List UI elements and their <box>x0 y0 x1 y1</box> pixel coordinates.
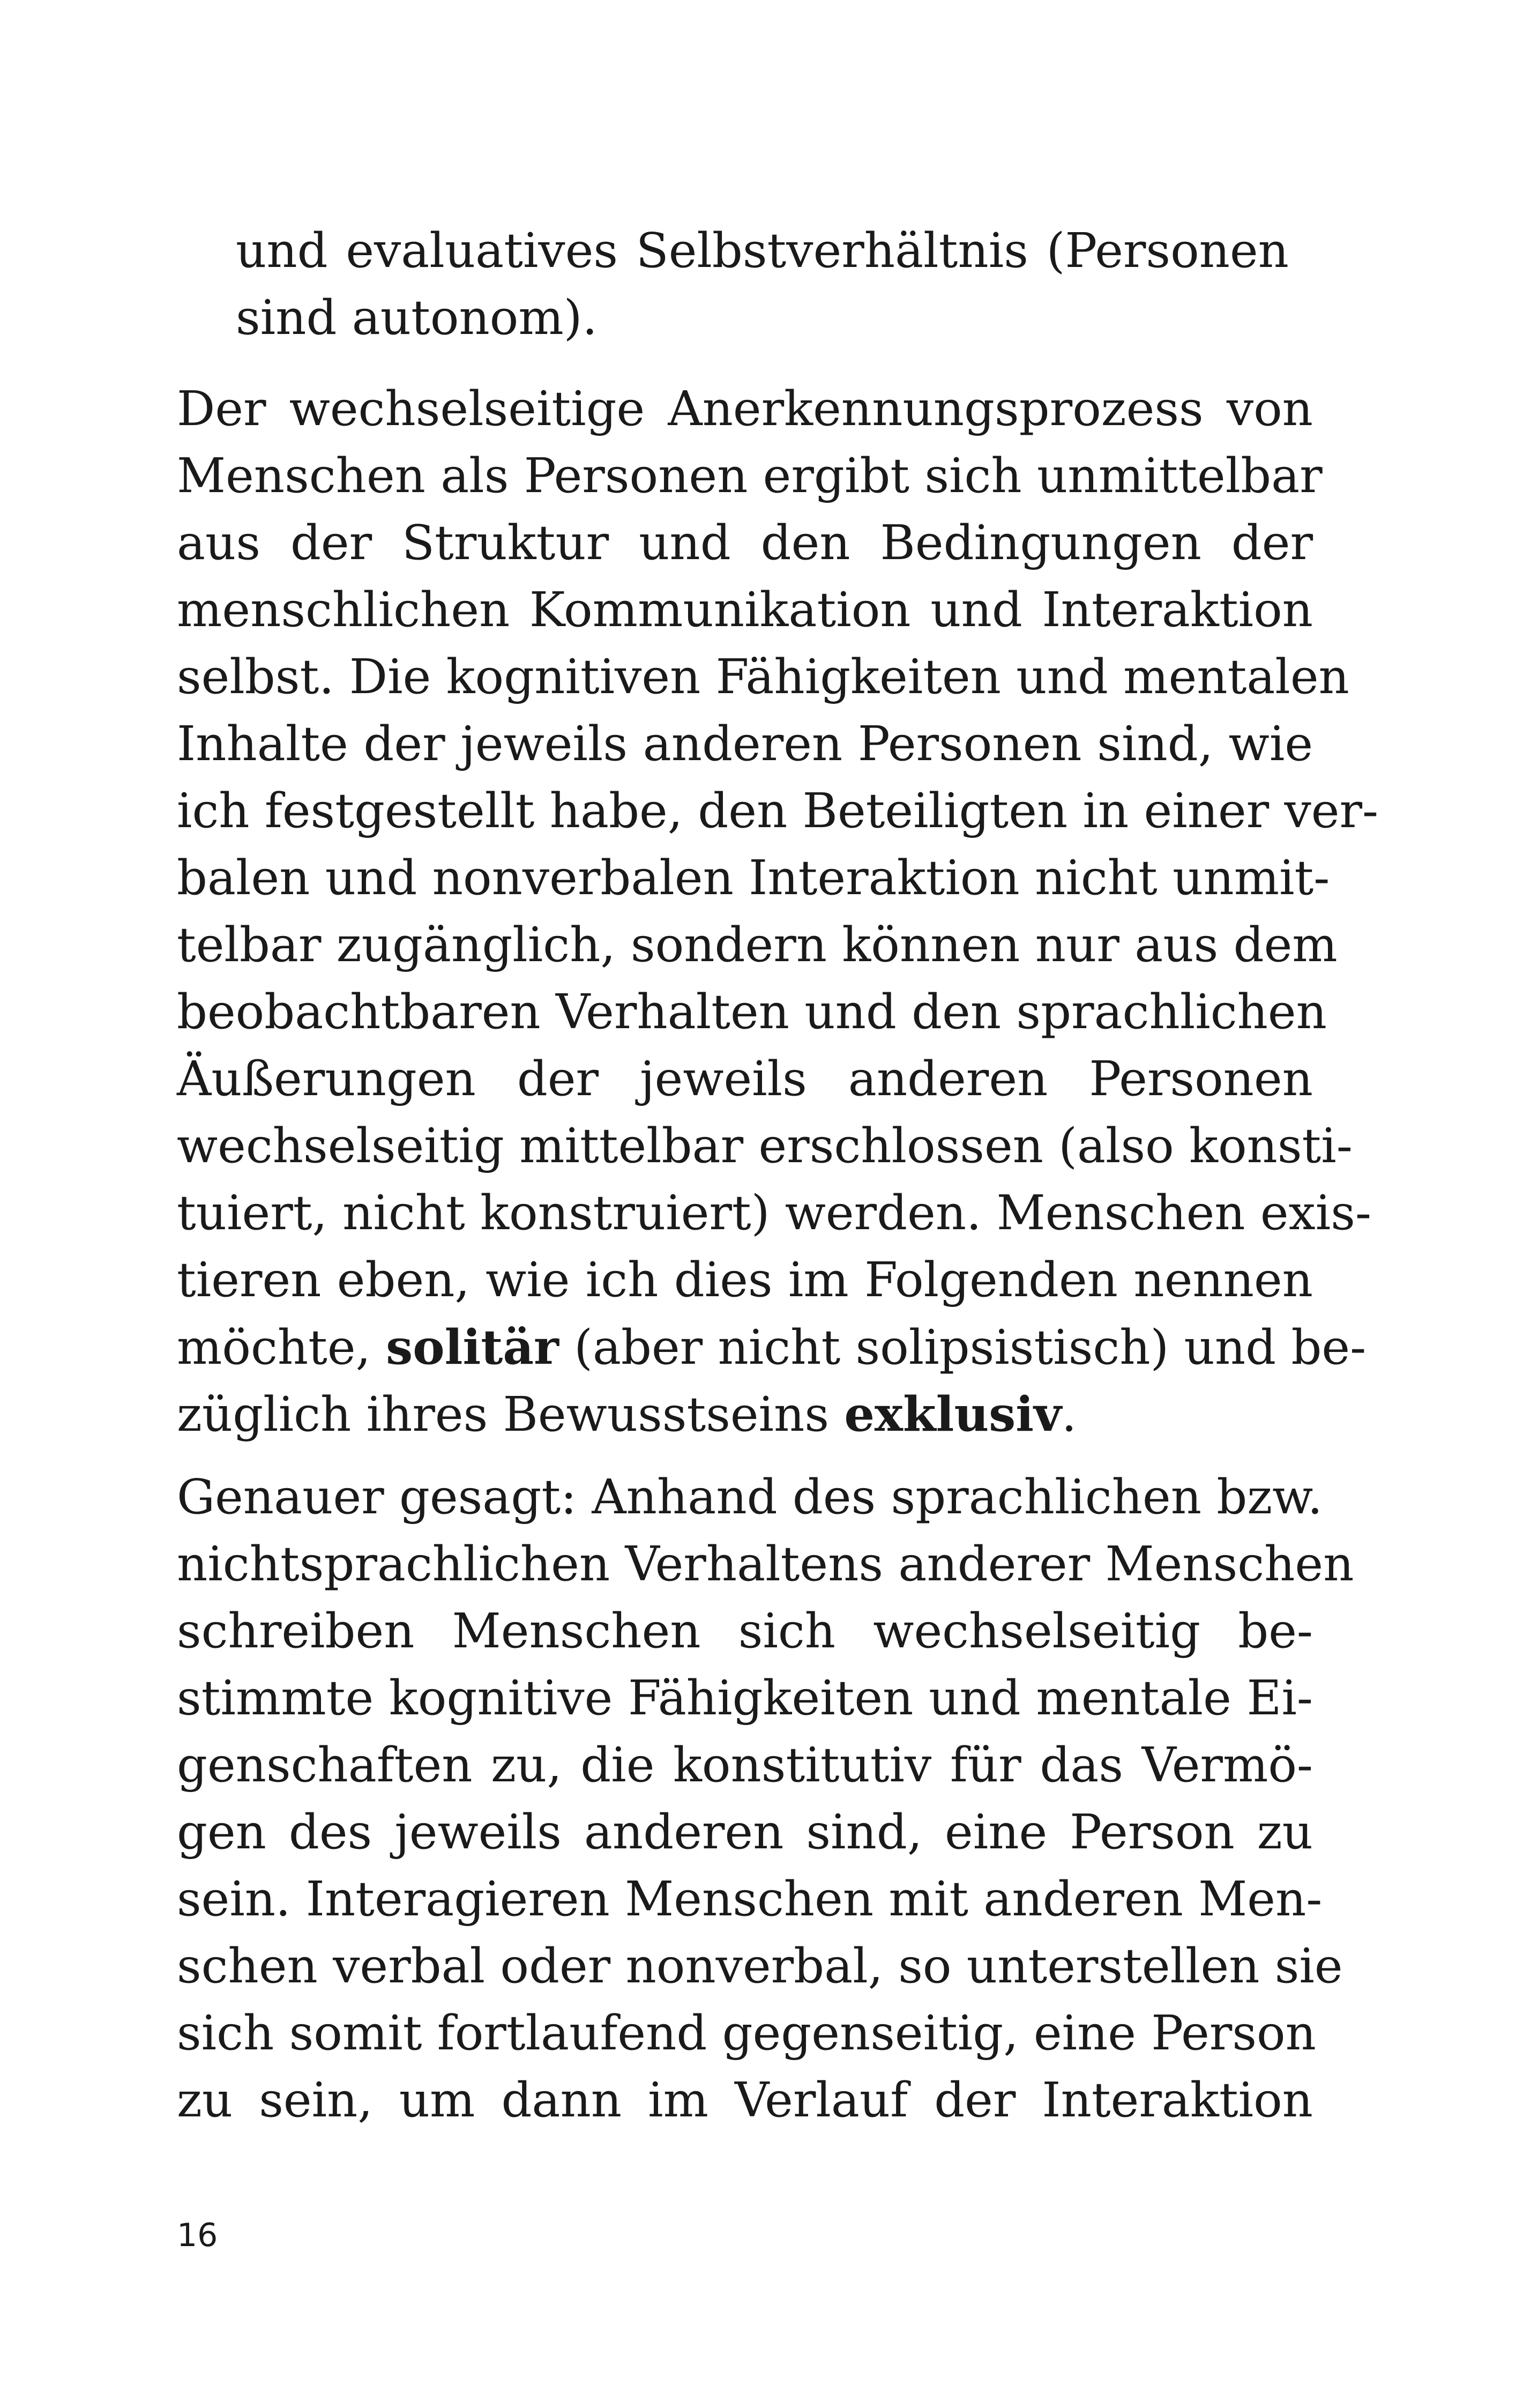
text-line: sich somit fortlaufend gegenseitig, eine Person <box>177 2005 1316 2061</box>
text-line: nichtsprachlichen Verhaltens anderer Menschen <box>177 1536 1354 1592</box>
paragraph-2 <box>177 1463 1354 2134</box>
text-line: beobachtbaren Verhalten und den sprachlichen <box>177 984 1327 1039</box>
text-line: tuiert, nicht konstruiert) werden. Menschen exis- <box>177 1185 1371 1240</box>
text-line: und evaluatives Selbstverhältnis (Personen <box>236 222 1289 278</box>
text-line: Genauer gesagt: Anhand des sprachlichen bzw. <box>177 1469 1323 1525</box>
text-line: genschaften zu, die konstitutiv für das Vermö- <box>177 1737 1313 1793</box>
page-number: 16 <box>177 2217 218 2254</box>
text-fragment: züglich ihres Bewusstseins <box>177 1386 845 1442</box>
text-line: balen und nonverbalen Interaktion nicht unmit- <box>177 850 1330 905</box>
text-line: schreiben Menschen sich wechselseitig be- <box>177 1603 1313 1659</box>
text-line: sind autonom). <box>236 289 598 345</box>
intro-continuation <box>236 217 1289 351</box>
text-line: Menschen als Personen ergibt sich unmittelbar <box>177 448 1323 503</box>
text-line: stimmte kognitive Fähigkeiten und mentale Ei- <box>177 1670 1313 1726</box>
text-line: schen verbal oder nonverbal, so unterstellen sie <box>177 1938 1343 1994</box>
text-line: telbar zugänglich, sondern können nur aus dem <box>177 917 1338 972</box>
text-line: Äußerungen der jeweils anderen Personen <box>177 1051 1313 1106</box>
text-fragment: möchte, <box>177 1319 386 1375</box>
text-line <box>177 1380 1313 1447</box>
text-fragment: . <box>1061 1386 1077 1442</box>
text-fragment: (aber nicht solipsistisch) und be- <box>558 1319 1367 1375</box>
text-line: Inhalte der jeweils anderen Personen sind, wie <box>177 716 1313 771</box>
bold-term-solitaer: solitär <box>386 1319 559 1375</box>
paragraph-1 <box>177 375 1379 1447</box>
text-line: wechselseitig mittelbar erschlossen (also konsti- <box>177 1118 1353 1173</box>
text-line: menschlichen Kommunikation und Interaktion <box>177 582 1313 637</box>
text-line <box>177 1313 1367 1380</box>
text-line: zu sein, um dann im Verlauf der Interaktion <box>177 2072 1313 2128</box>
text-line: gen des jeweils anderen sind, eine Person zu <box>177 1804 1313 1860</box>
bold-term-exklusiv: exklusiv <box>844 1386 1062 1442</box>
text-line: tieren eben, wie ich dies im Folgenden nennen <box>177 1252 1313 1307</box>
text-line: sein. Interagieren Menschen mit anderen Men- <box>177 1871 1323 1927</box>
text-line: ich festgestellt habe, den Beteiligten in einer ver- <box>177 783 1379 838</box>
text-line: Der wechselseitige Anerkennungsprozess von <box>177 381 1313 436</box>
text-line: aus der Struktur und den Bedingungen der <box>177 515 1313 570</box>
text-line: selbst. Die kognitiven Fähigkeiten und mentalen <box>177 649 1349 704</box>
